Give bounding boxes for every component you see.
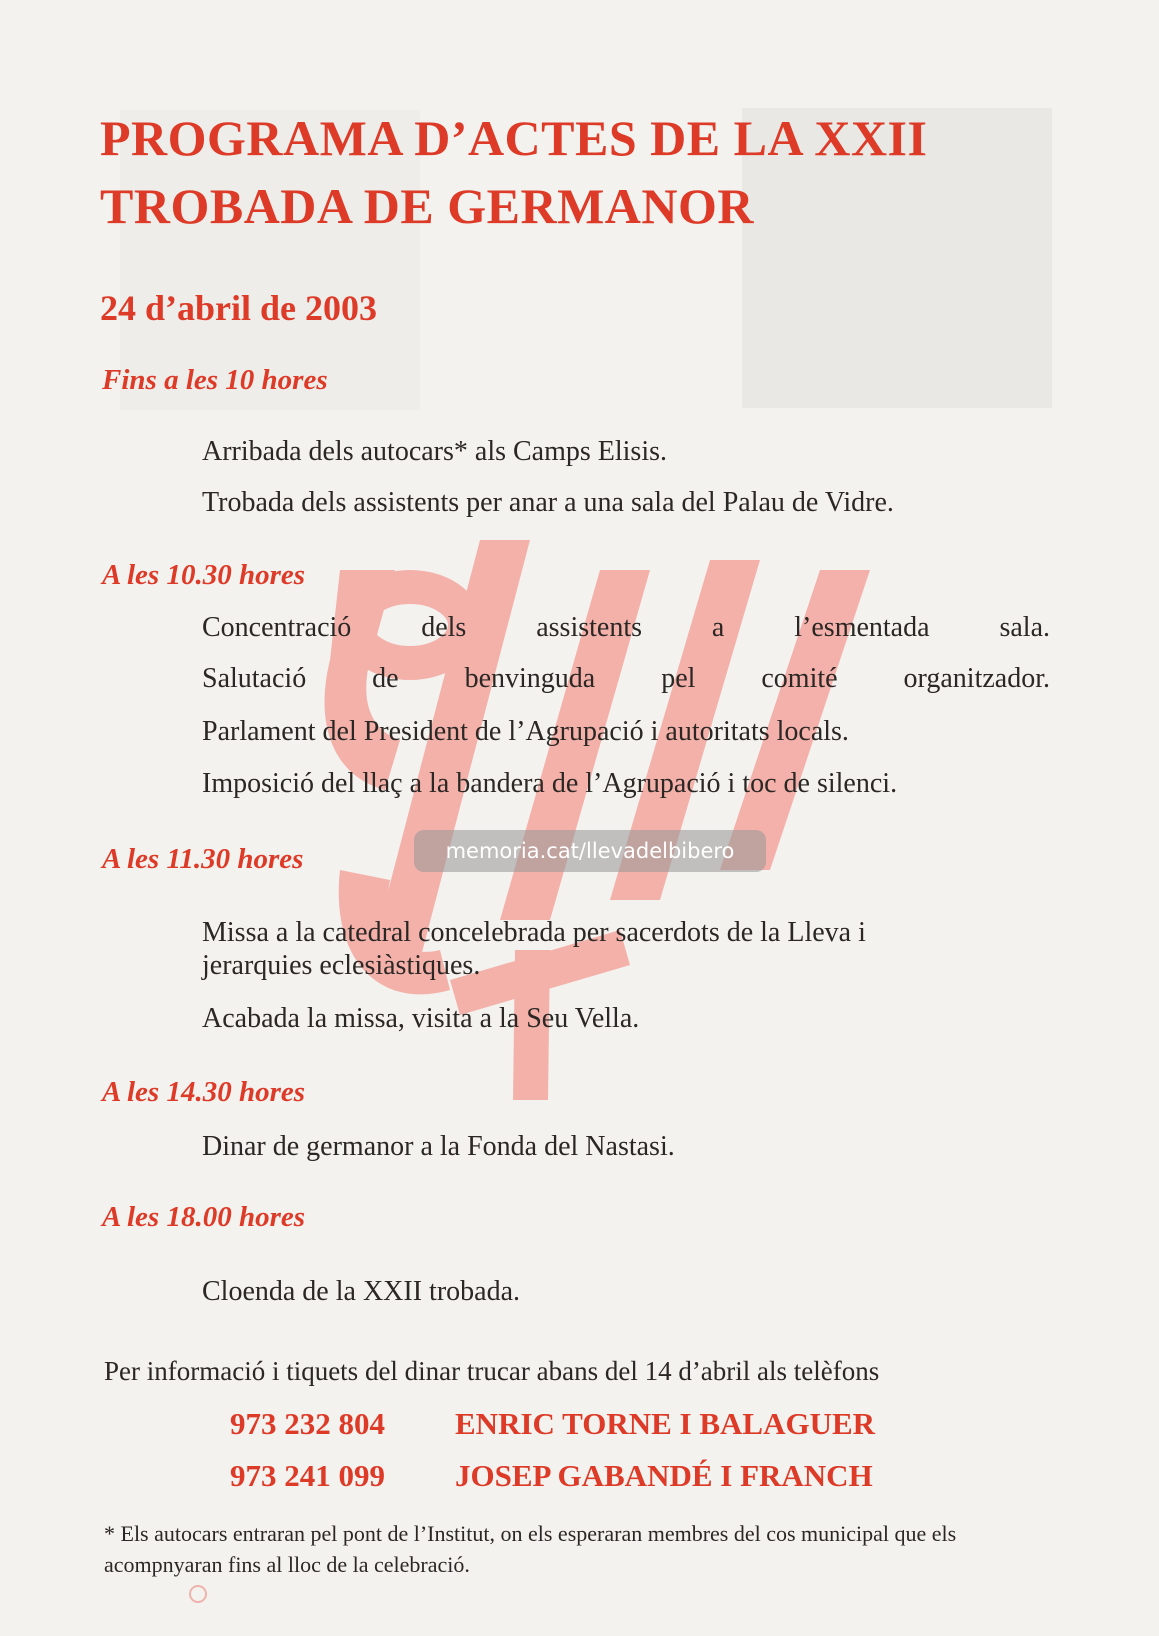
schedule-time: A les 10.30 hores bbox=[102, 559, 306, 591]
schedule-line: Cloenda de la XXII trobada. bbox=[202, 1276, 520, 1307]
page-title bbox=[100, 104, 1100, 240]
footnote: * Els autocars entraran pel pont de l’Institut, on els esperaran membres del cos municipal que els acompnyaran fins al lloc de la celebració. bbox=[104, 1521, 957, 1577]
schedule-time: A les 14.30 hores bbox=[102, 1076, 306, 1108]
ink-dot bbox=[189, 1585, 207, 1603]
contact-row bbox=[230, 1458, 873, 1494]
schedule-line: Imposició del llaç a la bandera de l’Agrupació i toc de silenci. bbox=[202, 768, 898, 799]
contact-phone: 973 232 804 bbox=[230, 1406, 385, 1441]
contact-phone: 973 241 099 bbox=[230, 1458, 385, 1493]
contact-name: ENRIC TORNE I BALAGUER bbox=[455, 1406, 876, 1441]
schedule-line: Acabada la missa, visita a la Seu Vella. bbox=[202, 1003, 640, 1034]
contact-info-text: Per informació i tiquets del dinar trucar abans del 14 d’abril als telèfons bbox=[104, 1356, 880, 1386]
watermark-badge: memoria.cat/llevadelbibero bbox=[414, 830, 766, 872]
schedule-line: Parlament del President de l’Agrupació i autoritats locals. bbox=[202, 716, 849, 747]
schedule-time: Fins a les 10 hores bbox=[102, 364, 328, 396]
title-line-2: TROBADA DE GERMANOR bbox=[100, 178, 754, 234]
schedule-line: jerarquies eclesiàstiques. bbox=[202, 950, 481, 981]
title-line-1: PROGRAMA D’ACTES DE LA XXII bbox=[100, 110, 928, 166]
contact-name: JOSEP GABANDÉ I FRANCH bbox=[455, 1458, 873, 1493]
schedule-line: Dinar de germanor a la Fonda del Nastasi. bbox=[202, 1131, 675, 1162]
schedule-line: Salutació de benvinguda pel comité organitzador. bbox=[202, 663, 1050, 694]
schedule-time: A les 11.30 hores bbox=[102, 843, 304, 875]
schedule-time: A les 18.00 hores bbox=[102, 1201, 306, 1233]
schedule-line: Trobada dels assistents per anar a una sala del Palau de Vidre. bbox=[202, 487, 894, 518]
event-date: 24 d’abril de 2003 bbox=[100, 288, 378, 328]
schedule-line: Concentració dels assistents a l’esmentada sala. bbox=[202, 612, 1050, 643]
contact-row bbox=[230, 1406, 875, 1442]
schedule-line: Missa a la catedral concelebrada per sacerdots de la Lleva i bbox=[202, 917, 866, 948]
schedule-line: Arribada dels autocars* als Camps Elisis. bbox=[202, 436, 668, 467]
